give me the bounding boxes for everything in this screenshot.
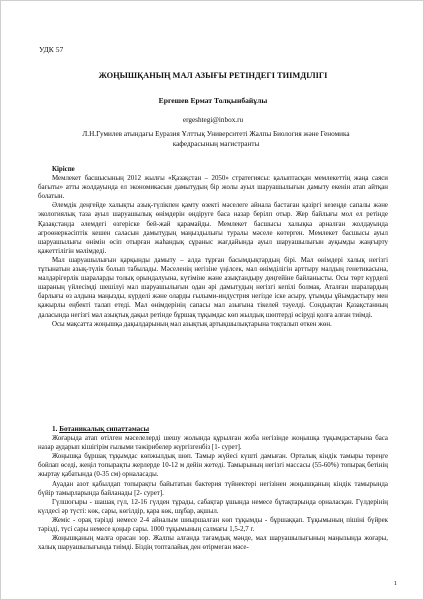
intro-paragraph: Осы мақсатта жоңышқа дақылдарының мал азықтық артықшылықтарына тоқталып өткен жөн. (52, 320, 332, 328)
section-paragraph: Жоңышқаның малға орасан зор. Жалпы алғанда тағамдық мәнде, мал шаруашылығының маңызында жоғары, халық шаруашылығында тиімді. Біздің топталайық ден өтірмеган мәсе- (38, 535, 388, 552)
intro-paragraph: Әлемдік деңгейде халықты азық-түлікпен қамту өзекті мәселеге айнала бастаған қазіргі кезеңде сапалы және экологиялық таза ауыл шаруашылық өнімдерін өндіруге баса назар берілп отыр. Жер байлығы мол ел ретінде Қазақстанда әлемдегі өзгеріске бей-жай қарамайды. Мемлекет басшысы халықка арналған жолдауында агроөнеркәсіптік кешен саласын дамытудың маңыздылығы туралы мәселе көтерген. Мемлекет басшысы ауыл шаруашылығы өнімін өсіп отырған жаһандық сұраныс жағдайында ауыл шаруашылығын ауқымды жаңғырту қажеттілігін мәлімдеді. (38, 202, 388, 255)
author-affiliation: Л.Н.Гумилев атындағы Еуразия Ұлттық Университеті Жалпы Биология және Геномика кафедрасының магистранты (82, 130, 350, 148)
section-paragraph: Гүлшоғыры - шашақ гүл, 12-16 гүлден тұрады, сабақтар ұшында немесе бұтақтарында орналасқан. Гүлдерінің күлдесі әр түсті: көк, сары, көгілдір, қара көк, шұбар, ақшыл. (38, 498, 388, 515)
page-number: 1 (393, 580, 397, 587)
section-heading (38, 425, 388, 434)
author-name: Ергешев Ермат Толқынбайұлы (158, 96, 268, 105)
botanical-section (38, 425, 388, 552)
intro-section (38, 165, 388, 329)
intro-paragraph: Мемлекет басшысының 2012 жылғы «Қазақстан – 2050» стратегиясы: қалыптасқан мемлекеттің жаңа саяси бағыты» атты жолдауында ел экономикасын дамытудың бір жолы ауыл шаруашылығын дамыту екенін атап айтқан болатын. (38, 175, 388, 201)
section-title: Ботаникалық сипаттамасы (59, 425, 150, 433)
section-number: 1. (52, 425, 58, 433)
section-paragraph: Жеміс - орақ тәрізді немесе 2-4 айналым шиыршалған көп тұқымды - бұршаққап. Тұқымының пішіні бүйрек тәрізді, түсі сары немесе қоңыр сары. 1000 тұқымының салмағы 1,5-2,7 г. (38, 516, 388, 534)
section-paragraph: Ауадан азот қабылдап топырақты байытатын бактерия түйнектері негізінен жоңышқаның кіндік тамырында бүйір тамырларында байланады [2- сурет]. (38, 480, 388, 497)
udk-code: УДК 57 (39, 45, 64, 54)
section-paragraph: Жоғарыда атап өтілген мәселелерді шешу жолында құрылған жоба негізінде жоңышқа тұқымдастарына баса назар аударып кішігірім ғылыми тәжірибелер жүргізгенбіз [1- сурет]. (38, 435, 388, 452)
section-paragraph: Жоңышқа бұршақ тұқымдас көпжылдық шөп. Тамыр жүйесі күшті дамыған. Орталық кіндік тамыры тереңге бойлап өседі, жеңіл топырақты жерлерде 10-12 м дейін жетеді. Тамырының негізгі массасы (55-60%) топырақ бетінің жыртау қабатында (0-35 см) орналасады. (38, 453, 388, 479)
paper-title: ЖОҢЫШҚАНЫҢ МАЛ АЗЫҒЫ РЕТІНДЕГІ ТИІМДІЛІГІ (98, 71, 328, 80)
intro-heading: Кіріспе (52, 166, 75, 173)
author-email: ergeshtegi@inbox.ru (182, 116, 244, 124)
intro-paragraph: Мал шаруашылығын қарқынды дамыту – алда тұрған басымдықтардың бірі. Мал өнімдері халық негізгі тұтынатын азық-түлік болып табылады. Мәселенің негізіне үңілсек, мал өнімділігін арттыру малдың генетикасына, малдәрігерлік шараларды толық орындалуына, күтіміне және азықтандыру деңгейіне байланысты. Осы төрт күрделі шараның үйлесімді шешілуі мал шаруашылығын одан әрі дамытудың негізгі кепілі болмақ. Аталған шаралардың барлығы өз алдына маңызды, күрделі және оларды ғылыми-индустрия негізде іске асыру, ұтымды ұйымдастыру мен қажырлы еңбекті талап етеді. Мал өнімдерінің сапасы мал азығына тікелей тәуелді. Сондықтан Қазақстанның даласында негізгі мал азықтық дақыл ретінде бұршақ тұқымдас көп жылдық шөптерді өсіруді қолға алған тиімді. (38, 256, 388, 319)
